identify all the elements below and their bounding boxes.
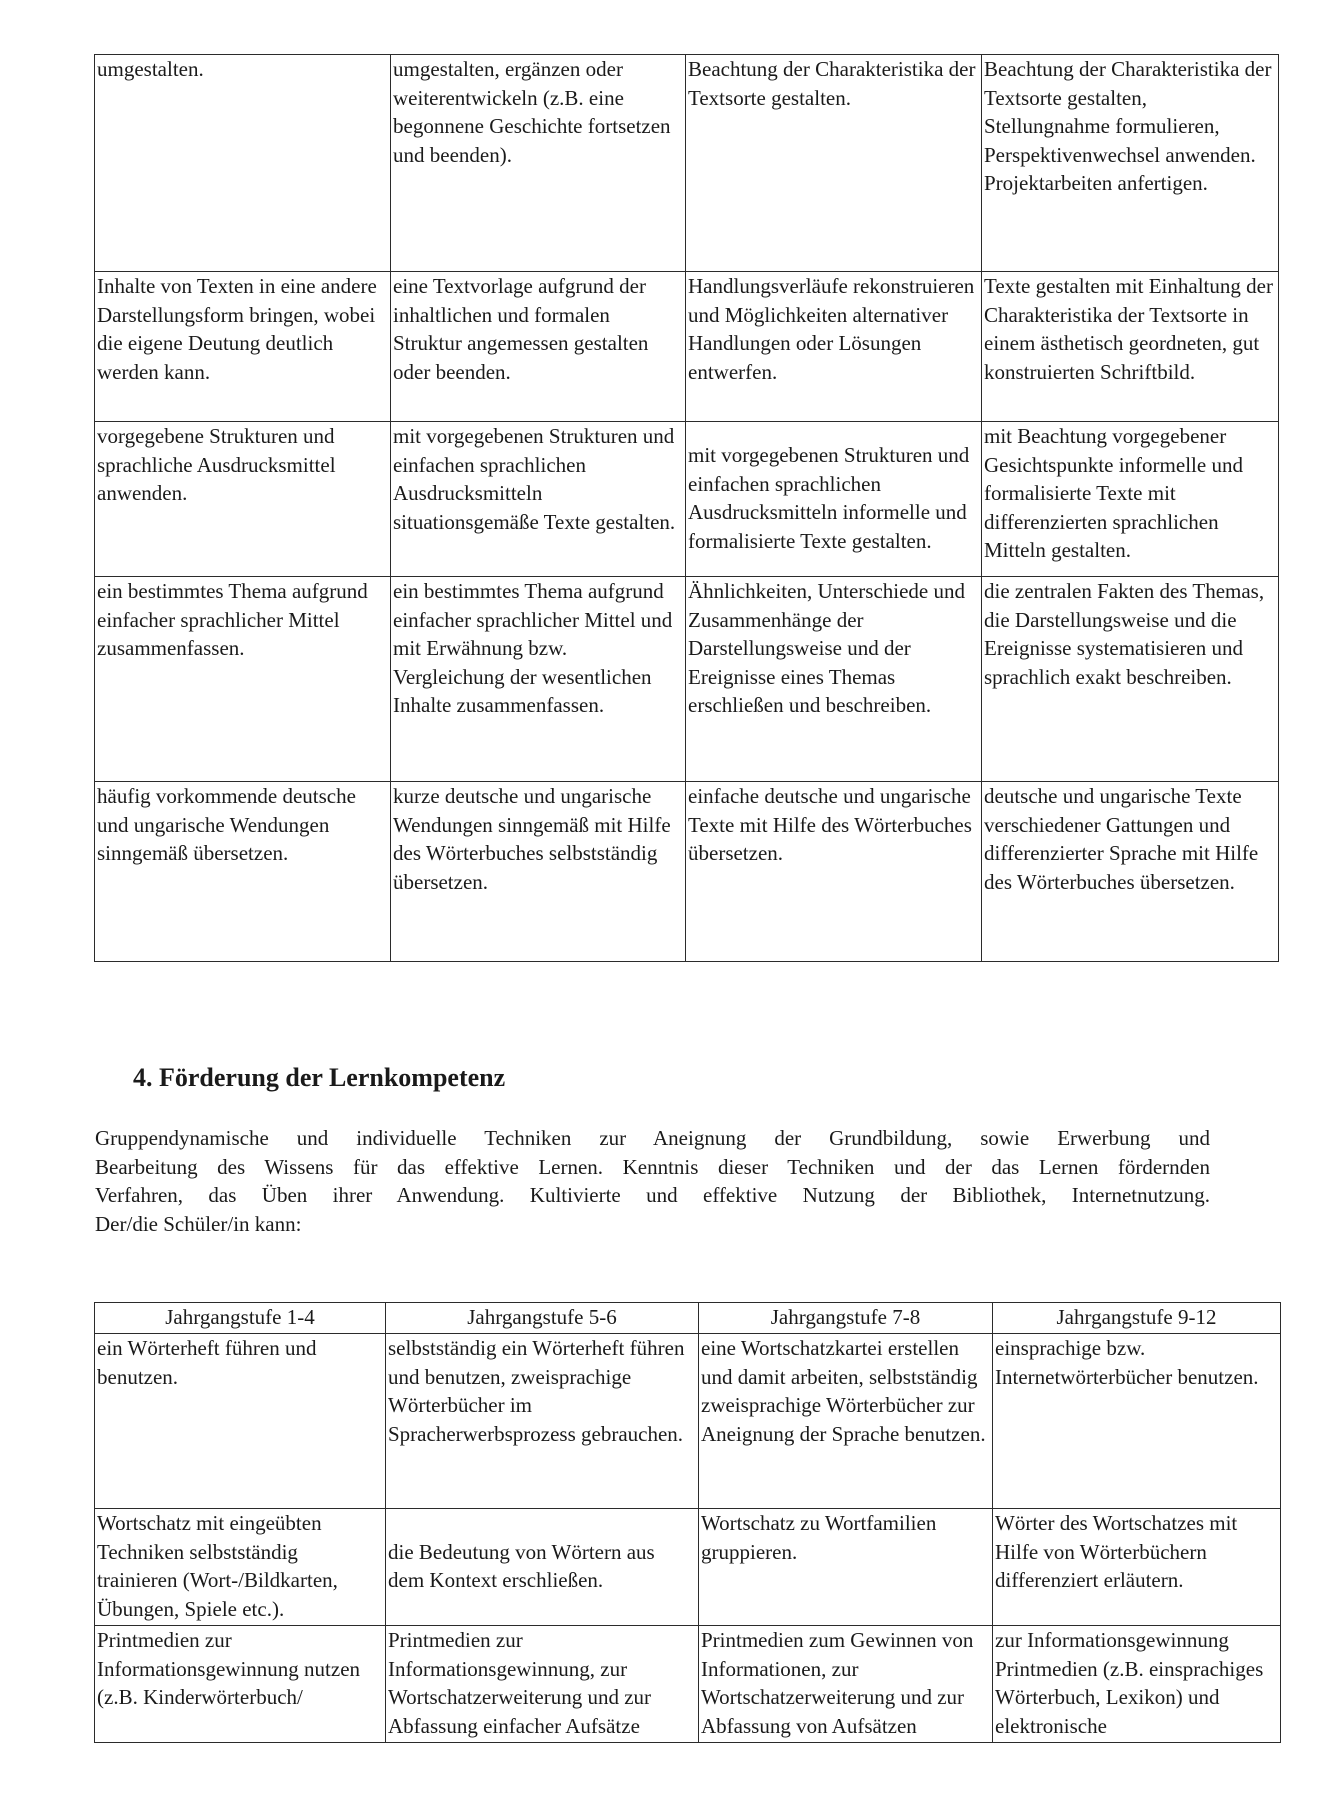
table-cell: Printmedien zur Informationsgewinnung nutzen (z.B. Kinderwörterbuch/ [95,1626,386,1743]
table-cell: Wörter des Wortschatzes mit Hilfe von Wörterbüchern differenziert erläutern. [993,1509,1281,1626]
table-cell: die zentralen Fakten des Themas, die Darstellungsweise und die Ereignisse systematisieren und sprachlich exakt beschreiben. [982,577,1279,782]
section-heading: 4. Förderung der Lernkompetenz [133,1063,506,1092]
table-cell: häufig vorkommende deutsche und ungarische Wendungen sinngemäß übersetzen. [95,782,391,962]
table-cell: Printmedien zur Informationsgewinnung, zur Wortschatzerweiterung und zur Abfassung einfacher Aufsätze [386,1626,699,1743]
table-cell: eine Wortschatzkartei erstellen und damit arbeiten, selbstständig zweisprachige Wörterbücher zur Aneignung der Sprache benutzen. [699,1334,993,1509]
table-cell: mit vorgegebenen Strukturen und einfachen sprachlichen Ausdrucksmitteln informelle und formalisierte Texte gestalten. [686,422,982,577]
table-cell: deutsche und ungarische Texte verschiedener Gattungen und differenzierter Sprache mit Hilfe des Wörterbuches übersetzen. [982,782,1279,962]
table-cell: Printmedien zum Gewinnen von Informationen, zur Wortschatzerweiterung und zur Abfassung von Aufsätzen [699,1626,993,1743]
competency-table-upper [94,54,1279,962]
table-row [95,1509,1281,1626]
table-cell: ein Wörterheft führen und benutzen. [95,1334,386,1509]
table-cell: umgestalten, ergänzen oder weiterentwickeln (z.B. eine begonnene Geschichte fortsetzen und beenden). [391,55,686,272]
table-cell: ein bestimmtes Thema aufgrund einfacher sprachlicher Mittel und mit Erwähnung bzw. Vergleichung der wesentlichen Inhalte zusammenfassen. [391,577,686,782]
column-header: Jahrgangstufe 7-8 [699,1303,993,1334]
intro-line: Verfahren, das Üben ihrer Anwendung. Kultivierte und effektive Nutzung der Bibliothek, Internetnutzung. [95,1183,1210,1207]
table-cell: mit Beachtung vorgegebener Gesichtspunkte informelle und formalisierte Texte mit differenzierten sprachlichen Mitteln gestalten. [982,422,1279,577]
table-cell: selbstständig ein Wörterheft führen und benutzen, zweisprachige Wörterbücher im Spracherwerbsprozess gebrauchen. [386,1334,699,1509]
table-cell: die Bedeutung von Wörtern aus dem Kontext erschließen. [386,1509,699,1626]
table-row [95,272,1279,422]
table-cell: eine Textvorlage aufgrund der inhaltlichen und formalen Struktur angemessen gestalten oder beenden. [391,272,686,422]
table-row [95,577,1279,782]
table-cell: zur Informationsgewinnung Printmedien (z.B. einsprachiges Wörterbuch, Lexikon) und elektronische [993,1626,1281,1743]
table-row [95,1626,1281,1743]
table-cell: Beachtung der Charakteristika der Textsorte gestalten. [686,55,982,272]
table-row [95,1334,1281,1509]
table-cell: mit vorgegebenen Strukturen und einfachen sprachlichen Ausdrucksmitteln situationsgemäße Texte gestalten. [391,422,686,577]
column-header: Jahrgangstufe 9-12 [993,1303,1281,1334]
table-cell: Texte gestalten mit Einhaltung der Charakteristika der Textsorte in einem ästhetisch geordneten, gut konstruierten Schriftbild. [982,272,1279,422]
table-cell: Inhalte von Texten in eine andere Darstellungsform bringen, wobei die eigene Deutung deutlich werden kann. [95,272,391,422]
intro-line: Gruppendynamische und individuelle Techniken zur Aneignung der Grundbildung, sowie Erwerbung und [95,1126,1210,1150]
table-header-row [95,1303,1281,1334]
intro-line: Der/die Schüler/in kann: [95,1211,302,1236]
table-cell: einfache deutsche und ungarische Texte mit Hilfe des Wörterbuches übersetzen. [686,782,982,962]
table-cell: vorgegebene Strukturen und sprachliche Ausdrucksmittel anwenden. [95,422,391,577]
table-cell: Wortschatz mit eingeübten Techniken selbstständig trainieren (Wort-/Bildkarten, Übungen, Spiele etc.). [95,1509,386,1626]
table-row [95,55,1279,272]
intro-line: Bearbeitung des Wissens für das effektive Lernen. Kenntnis dieser Techniken und der das Lernen fördernden [95,1154,1210,1179]
table-cell: Handlungsverläufe rekonstruieren und Möglichkeiten alternativer Handlungen oder Lösungen entwerfen. [686,272,982,422]
table-cell: ein bestimmtes Thema aufgrund einfacher sprachlicher Mittel zusammenfassen. [95,577,391,782]
table-cell: Ähnlichkeiten, Unterschiede und Zusammenhänge der Darstellungsweise und der Ereignisse eines Themas erschließen und beschreiben. [686,577,982,782]
table-cell: Beachtung der Charakteristika der Textsorte gestalten, Stellungnahme formulieren, Perspektivenwechsel anwenden. Projektarbeiten anfertigen. [982,55,1279,272]
table-row [95,782,1279,962]
table-cell: kurze deutsche und ungarische Wendungen sinngemäß mit Hilfe des Wörterbuches selbstständig übersetzen. [391,782,686,962]
table-cell: Wortschatz zu Wortfamilien gruppieren. [699,1509,993,1626]
column-header: Jahrgangstufe 5-6 [386,1303,699,1334]
table-cell: umgestalten. [95,55,391,272]
table-cell: einsprachige bzw. Internetwörterbücher benutzen. [993,1334,1281,1509]
table-row [95,422,1279,577]
column-header: Jahrgangstufe 1-4 [95,1303,386,1334]
section-intro [95,1124,1210,1238]
learning-competency-table [94,1302,1281,1743]
